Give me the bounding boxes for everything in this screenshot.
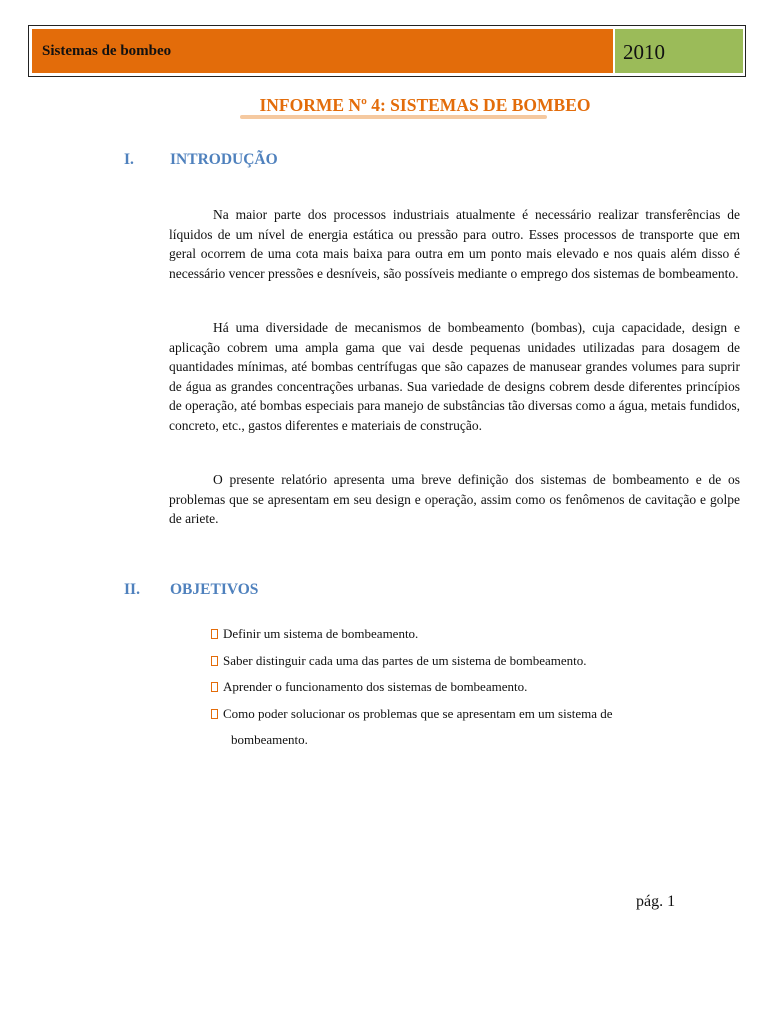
list-item: Definir um sistema de bombeamento. [211,624,731,651]
paragraph-text: Há uma diversidade de mecanismos de bombeamento (bombas), cuja capacidade, design e aplicação cobrem uma ampla gama que vai desde pequenas unidades utilizadas para dosagem de quantidades mínimas, até bombas centrífugas que são capazes de manusear grandes volumes para suprir de água as grandes concentrações urbanas. Sua variedade de designs cobrem desde diferentes princípios de operação, até bombas especiais para manejo de substâncias tão diversas como a água, metais fundidos, concreto, etc., gastos diferentes e materiais de construção. [169,320,740,433]
header-title-bar [32,29,613,73]
section-number: II. [124,581,140,598]
list-item: Como poder solucionar os problemas que se apresentam em um sistema de [211,704,731,731]
intro-paragraph-1 [169,205,740,283]
list-item: Saber distinguir cada uma das partes de um sistema de bombeamento. [211,651,731,678]
page-number: pág. 1 [636,893,676,910]
document-title-block [0,95,768,116]
bullet-box-icon [211,629,218,639]
intro-paragraph-3 [169,470,740,529]
header-year: 2010 [623,40,665,64]
section-title: INTRODUÇÃO [170,151,278,168]
paragraph-text: Na maior parte dos processos industriais atualmente é necessário realizar transferências de líquidos de um nível de energia estática ou pressão para outro. Esses processos de transporte que em geral ocorrem de uma cota mais baixa para outra em um ponto mais elevado e nos quais além disso é necessário vencer pressões e desníveis, são possíveis mediante o emprego dos sistemas de bombeamento. [169,207,740,281]
section-title: OBJETIVOS [170,581,259,598]
bullet-box-icon [211,682,218,692]
list-item-continuation: bombeamento. [231,732,308,747]
document-title: INFORME Nº 4: SISTEMAS DE BOMBEO [259,95,591,115]
title-underline [240,115,547,119]
list-item: Aprender o funcionamento dos sistemas de bombeamento. [211,677,731,704]
intro-paragraph-2 [169,318,740,435]
page-header [28,25,746,77]
paragraph-text: O presente relatório apresenta uma breve definição dos sistemas de bombeamento e de os problemas que se apresentam em seu design e operação, assim como os fenômenos de cavitação e golpe de ariete. [169,472,740,526]
header-title: Sistemas de bombeo [42,43,172,59]
header-year-box [615,29,743,73]
bullet-box-icon [211,709,218,719]
section-number: I. [124,151,134,168]
objectives-list [211,624,731,757]
bullet-box-icon [211,656,218,666]
